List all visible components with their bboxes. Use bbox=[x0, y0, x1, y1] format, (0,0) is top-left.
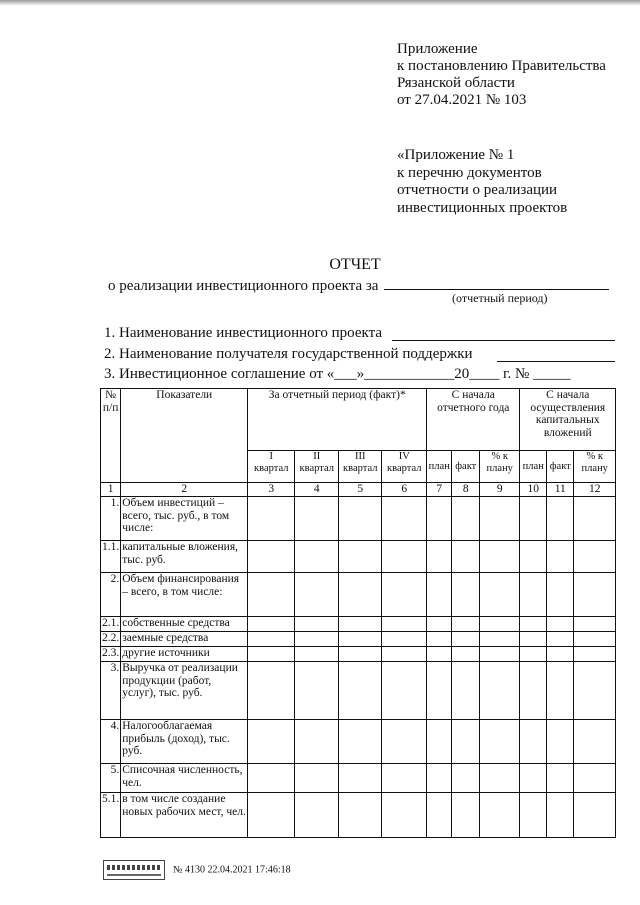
row-number: 5. bbox=[101, 764, 121, 793]
column-number: 3 bbox=[248, 483, 295, 497]
row-number: 2. bbox=[101, 573, 121, 617]
value-cell[interactable] bbox=[547, 617, 574, 632]
header-capital-pct: % к плану bbox=[574, 451, 616, 483]
period-hint: (отчетный период) bbox=[452, 291, 548, 305]
value-cell[interactable] bbox=[520, 573, 547, 617]
value-cell[interactable] bbox=[452, 662, 480, 720]
header-quarter-3 bbox=[339, 451, 382, 483]
quarter-roman: IV bbox=[398, 451, 410, 462]
value-cell[interactable] bbox=[382, 541, 427, 573]
row-label: Налогооблагаемая прибыль (доход), тыс. руб. bbox=[121, 720, 248, 764]
header-capital-start: С начала осуществления капитальных вложений bbox=[520, 389, 616, 451]
registration-number: № 4130 22.04.2021 17:46:18 bbox=[173, 864, 291, 876]
quarter-label: квартал bbox=[254, 463, 289, 474]
row-label: заемные средства bbox=[121, 632, 248, 647]
value-cell[interactable] bbox=[427, 541, 452, 573]
value-cell[interactable] bbox=[574, 720, 616, 764]
value-cell[interactable] bbox=[547, 497, 574, 541]
value-cell[interactable] bbox=[480, 541, 520, 573]
column-number: 1 bbox=[101, 483, 121, 497]
value-cell[interactable] bbox=[520, 617, 547, 632]
value-cell[interactable] bbox=[339, 573, 382, 617]
value-cell[interactable] bbox=[520, 720, 547, 764]
header-num: № п/п bbox=[101, 389, 121, 483]
quarter-roman: II bbox=[313, 451, 321, 462]
row-number: 3. bbox=[101, 662, 121, 720]
row-label: капитальные вложения, тыс. руб. bbox=[121, 541, 248, 573]
value-cell[interactable] bbox=[427, 662, 452, 720]
row-label: другие источники bbox=[121, 647, 248, 662]
value-cell[interactable] bbox=[480, 573, 520, 617]
value-cell[interactable] bbox=[382, 764, 427, 793]
registry-stamp-icon bbox=[103, 860, 165, 880]
value-cell[interactable] bbox=[339, 647, 382, 662]
value-cell[interactable] bbox=[248, 793, 295, 838]
value-cell[interactable] bbox=[520, 632, 547, 647]
value-cell[interactable] bbox=[339, 541, 382, 573]
column-number: 6 bbox=[382, 483, 427, 497]
value-cell[interactable] bbox=[339, 764, 382, 793]
row-label: Объем финансирования – всего, в том числе: bbox=[121, 573, 248, 617]
header-line: Рязанской области bbox=[397, 75, 515, 91]
value-cell[interactable] bbox=[427, 617, 452, 632]
appendix-line: инвестиционных проектов bbox=[397, 199, 568, 216]
item-project-name: 1. Наименование инвестиционного проекта bbox=[104, 325, 383, 341]
appendix-reference bbox=[397, 147, 567, 217]
column-number: 9 bbox=[480, 483, 520, 497]
value-cell[interactable] bbox=[248, 541, 295, 573]
quarter-roman: III bbox=[355, 451, 366, 462]
header-quarter-2 bbox=[295, 451, 339, 483]
value-cell[interactable] bbox=[452, 632, 480, 647]
column-number: 4 bbox=[295, 483, 339, 497]
value-cell[interactable] bbox=[547, 573, 574, 617]
appendix-line: к перечню документов bbox=[397, 164, 542, 181]
table-body bbox=[101, 497, 616, 838]
value-cell[interactable] bbox=[480, 617, 520, 632]
value-cell[interactable] bbox=[520, 793, 547, 838]
value-cell[interactable] bbox=[248, 573, 295, 617]
row-number: 5.1. bbox=[101, 793, 121, 838]
registration-footer bbox=[103, 860, 291, 880]
value-cell[interactable] bbox=[520, 764, 547, 793]
value-cell[interactable] bbox=[295, 720, 339, 764]
value-cell[interactable] bbox=[452, 617, 480, 632]
value-cell[interactable] bbox=[382, 573, 427, 617]
value-cell[interactable] bbox=[382, 720, 427, 764]
value-cell[interactable] bbox=[574, 662, 616, 720]
value-cell[interactable] bbox=[480, 793, 520, 838]
column-number: 12 bbox=[574, 483, 616, 497]
header-indicators: Показатели bbox=[121, 389, 248, 483]
value-cell[interactable] bbox=[295, 764, 339, 793]
quarter-label: квартал bbox=[343, 463, 378, 474]
row-number: 2.2. bbox=[101, 632, 121, 647]
value-cell[interactable] bbox=[574, 647, 616, 662]
value-cell[interactable] bbox=[547, 632, 574, 647]
value-cell[interactable] bbox=[295, 541, 339, 573]
value-cell[interactable] bbox=[520, 541, 547, 573]
value-cell[interactable] bbox=[574, 541, 616, 573]
value-cell[interactable] bbox=[382, 497, 427, 541]
recipient-name-blank bbox=[497, 361, 615, 362]
value-cell[interactable] bbox=[452, 647, 480, 662]
resolution-header bbox=[397, 41, 606, 109]
appendix-line: «Приложение № 1 bbox=[397, 147, 515, 163]
value-cell[interactable] bbox=[339, 662, 382, 720]
value-cell[interactable] bbox=[574, 764, 616, 793]
value-cell[interactable] bbox=[452, 541, 480, 573]
value-cell[interactable] bbox=[427, 573, 452, 617]
value-cell[interactable] bbox=[382, 793, 427, 838]
value-cell[interactable] bbox=[295, 647, 339, 662]
value-cell[interactable] bbox=[382, 617, 427, 632]
report-subtitle-text: о реализации инвестиционного проекта за bbox=[108, 278, 379, 294]
value-cell[interactable] bbox=[295, 617, 339, 632]
table-row bbox=[101, 541, 616, 573]
value-cell[interactable] bbox=[427, 720, 452, 764]
row-number: 1.1. bbox=[101, 541, 121, 573]
row-number: 1. bbox=[101, 497, 121, 541]
report-table bbox=[100, 388, 616, 838]
value-cell[interactable] bbox=[248, 497, 295, 541]
value-cell[interactable] bbox=[480, 632, 520, 647]
column-number: 8 bbox=[452, 483, 480, 497]
header-year-fact: факт bbox=[452, 451, 480, 483]
table-row bbox=[101, 647, 616, 662]
column-number: 2 bbox=[121, 483, 248, 497]
value-cell[interactable] bbox=[547, 793, 574, 838]
table-row bbox=[101, 632, 616, 647]
header-quarter-1 bbox=[248, 451, 295, 483]
value-cell[interactable] bbox=[427, 764, 452, 793]
value-cell[interactable] bbox=[547, 764, 574, 793]
value-cell[interactable] bbox=[574, 617, 616, 632]
item-investment-agreement: 3. Инвестиционное соглашение от «___»____________20____ г. № _____ bbox=[104, 366, 571, 382]
value-cell[interactable] bbox=[574, 573, 616, 617]
value-cell[interactable] bbox=[339, 497, 382, 541]
scan-edge bbox=[0, 0, 640, 6]
report-title: ОТЧЕТ bbox=[329, 256, 381, 273]
value-cell[interactable] bbox=[547, 662, 574, 720]
column-number-row bbox=[101, 483, 616, 497]
column-number: 7 bbox=[427, 483, 452, 497]
row-label: в том числе создание новых рабочих мест, чел. bbox=[121, 793, 248, 838]
value-cell[interactable] bbox=[382, 632, 427, 647]
value-cell[interactable] bbox=[520, 647, 547, 662]
value-cell[interactable] bbox=[480, 720, 520, 764]
value-cell[interactable] bbox=[339, 720, 382, 764]
value-cell[interactable] bbox=[339, 617, 382, 632]
table-row bbox=[101, 764, 616, 793]
item-recipient-name: 2. Наименование получателя государственной поддержки bbox=[104, 346, 473, 362]
value-cell[interactable] bbox=[574, 632, 616, 647]
header-year-start: С начала отчетного года bbox=[427, 389, 520, 451]
value-cell[interactable] bbox=[452, 497, 480, 541]
value-cell[interactable] bbox=[547, 541, 574, 573]
appendix-line: отчетности о реализации bbox=[397, 182, 558, 198]
quarter-label: квартал bbox=[387, 463, 422, 474]
header-quarter-4 bbox=[382, 451, 427, 483]
value-cell[interactable] bbox=[574, 497, 616, 541]
value-cell[interactable] bbox=[295, 573, 339, 617]
row-label: собственные средства bbox=[121, 617, 248, 632]
value-cell[interactable] bbox=[295, 662, 339, 720]
value-cell[interactable] bbox=[427, 647, 452, 662]
row-number: 2.3. bbox=[101, 647, 121, 662]
value-cell[interactable] bbox=[520, 497, 547, 541]
value-cell[interactable] bbox=[248, 617, 295, 632]
table-row bbox=[101, 720, 616, 764]
row-number: 4. bbox=[101, 720, 121, 764]
value-cell[interactable] bbox=[427, 497, 452, 541]
value-cell[interactable] bbox=[480, 662, 520, 720]
table-row bbox=[101, 497, 616, 541]
value-cell[interactable] bbox=[452, 793, 480, 838]
table-row bbox=[101, 573, 616, 617]
column-number: 5 bbox=[339, 483, 382, 497]
table-row bbox=[101, 617, 616, 632]
header-reporting-period: За отчетный период (факт)* bbox=[248, 389, 427, 451]
value-cell[interactable] bbox=[339, 632, 382, 647]
value-cell[interactable] bbox=[480, 764, 520, 793]
value-cell[interactable] bbox=[295, 793, 339, 838]
value-cell[interactable] bbox=[574, 793, 616, 838]
header-line: Приложение bbox=[397, 41, 478, 57]
value-cell[interactable] bbox=[452, 764, 480, 793]
header-capital-plan: план bbox=[520, 451, 547, 483]
column-number: 11 bbox=[547, 483, 574, 497]
table-row bbox=[101, 662, 616, 720]
header-line: от 27.04.2021 № 103 bbox=[397, 92, 527, 108]
value-cell[interactable] bbox=[520, 662, 547, 720]
quarter-roman: I bbox=[269, 451, 273, 462]
header-year-pct: % к плану bbox=[480, 451, 520, 483]
header-year-plan: план bbox=[427, 451, 452, 483]
value-cell[interactable] bbox=[547, 647, 574, 662]
row-label: Списочная численность, чел. bbox=[121, 764, 248, 793]
value-cell[interactable] bbox=[248, 662, 295, 720]
column-number: 10 bbox=[520, 483, 547, 497]
value-cell[interactable] bbox=[248, 632, 295, 647]
table-row bbox=[101, 793, 616, 838]
row-label: Объем инвестиций – всего, тыс. руб., в том числе: bbox=[121, 497, 248, 541]
value-cell[interactable] bbox=[382, 662, 427, 720]
value-cell[interactable] bbox=[452, 720, 480, 764]
value-cell[interactable] bbox=[295, 497, 339, 541]
value-cell[interactable] bbox=[382, 647, 427, 662]
row-label: Выручка от реализации продукции (работ, услуг), тыс. руб. bbox=[121, 662, 248, 720]
value-cell[interactable] bbox=[427, 632, 452, 647]
value-cell[interactable] bbox=[547, 720, 574, 764]
value-cell[interactable] bbox=[248, 720, 295, 764]
project-name-blank bbox=[392, 340, 615, 341]
header-line: к постановлению Правительства bbox=[397, 58, 606, 74]
value-cell[interactable] bbox=[427, 793, 452, 838]
value-cell[interactable] bbox=[339, 793, 382, 838]
value-cell[interactable] bbox=[452, 573, 480, 617]
quarter-label: квартал bbox=[299, 463, 334, 474]
value-cell[interactable] bbox=[248, 647, 295, 662]
value-cell[interactable] bbox=[480, 497, 520, 541]
value-cell[interactable] bbox=[295, 632, 339, 647]
value-cell[interactable] bbox=[248, 764, 295, 793]
value-cell[interactable] bbox=[480, 647, 520, 662]
period-blank bbox=[384, 275, 609, 290]
row-number: 2.1. bbox=[101, 617, 121, 632]
header-capital-fact: факт bbox=[547, 451, 574, 483]
